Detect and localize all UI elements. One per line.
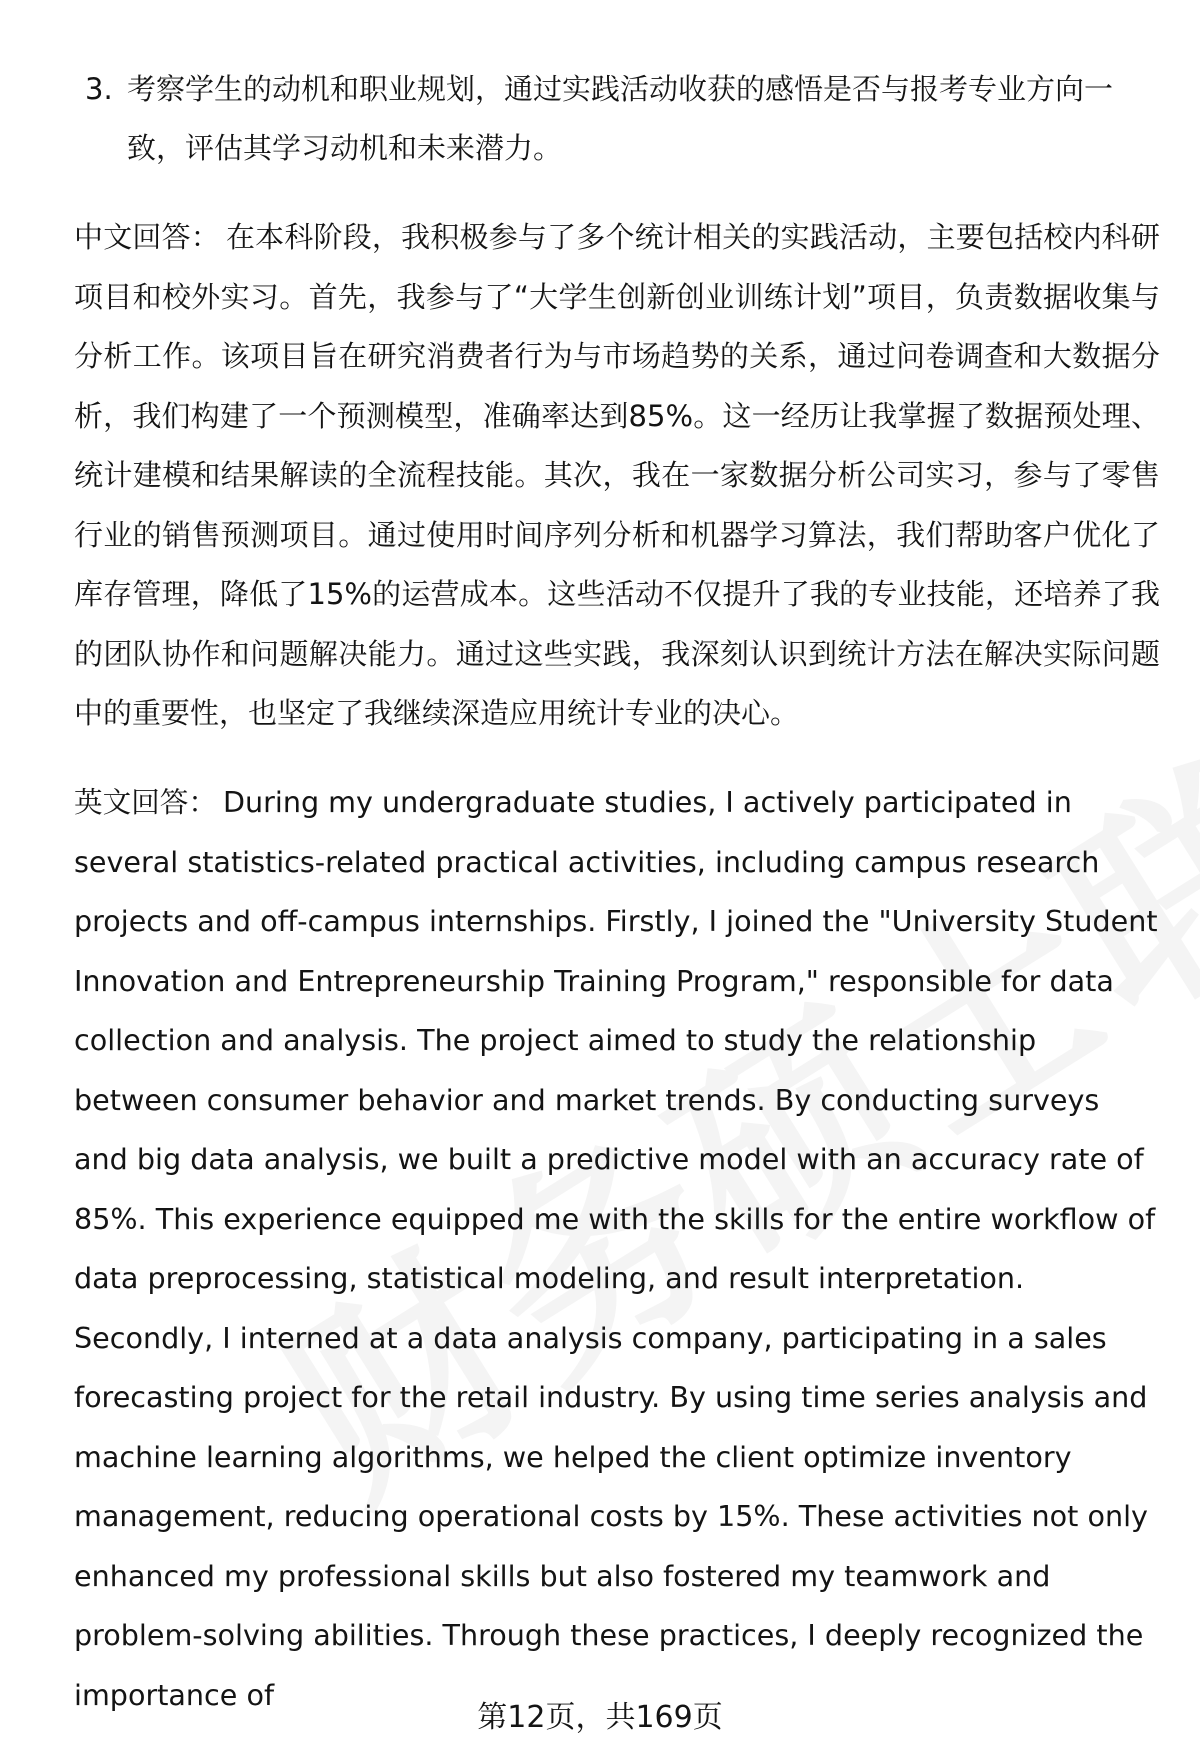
- chinese-answer-paragraph: [74, 208, 1160, 744]
- english-answer-text: During my undergraduate studies, I actively participated in several statistics-related practical activities, including campus research projects and off-campus internships. Firstly, I joined the "University Student Innovation and Entrepreneurship Training Program," responsible for data collection and analysis. The project aimed to study the relationship between consumer behavior and market trends. By conducting surveys and big data analysis, we built a predictive model with an accuracy rate of 85%. This experience equipped me with the skills for the entire workflow of data preprocessing, statistical modeling, and result interpretation. Secondly, I interned at a data analysis company, participating in a sales forecasting project for the retail industry. By using time series analysis and machine learning algorithms, we helped the client optimize inventory management, reducing operational costs by 15%. These activities not only enhanced my professional skills but also fostered my teamwork and problem-solving abilities. Through these practices, I deeply recognized the importance of: [74, 785, 1158, 1712]
- english-answer-paragraph: [74, 773, 1160, 1725]
- question-item: [85, 60, 1145, 178]
- chinese-answer-label: 中文回答：: [74, 220, 220, 254]
- question-number: 3.: [85, 72, 113, 106]
- chinese-answer-text: 在本科阶段，我积极参与了多个统计相关的实践活动，主要包括校内科研项目和校外实习。首先，我参与了“大学生创新创业训练计划”项目，负责数据收集与分析工作。该项目旨在研究消费者行为与市场趋势的关系，通过问卷调查和大数据分析，我们构建了一个预测模型，准确率达到85%。这一经历让我掌握了数据预处理、统计建模和结果解读的全流程技能。其次，我在一家数据分析公司实习，参与了零售行业的销售预测项目。通过使用时间序列分析和机器学习算法，我们帮助客户优化了库存管理，降低了15%的运营成本。这些活动不仅提升了我的专业技能，还培养了我的团队协作和问题解决能力。通过这些实践，我深刻认识到统计方法在解决实际问题中的重要性，也坚定了我继续深造应用统计专业的决心。: [74, 220, 1160, 730]
- english-answer-label: 英文回答：: [74, 785, 217, 819]
- page-number-footer: 第12页，共169页: [477, 1700, 723, 1735]
- question-text: 考察学生的动机和职业规划，通过实践活动收获的感悟是否与报考专业方向一致，评估其学习动机和未来潜力。: [127, 72, 1114, 165]
